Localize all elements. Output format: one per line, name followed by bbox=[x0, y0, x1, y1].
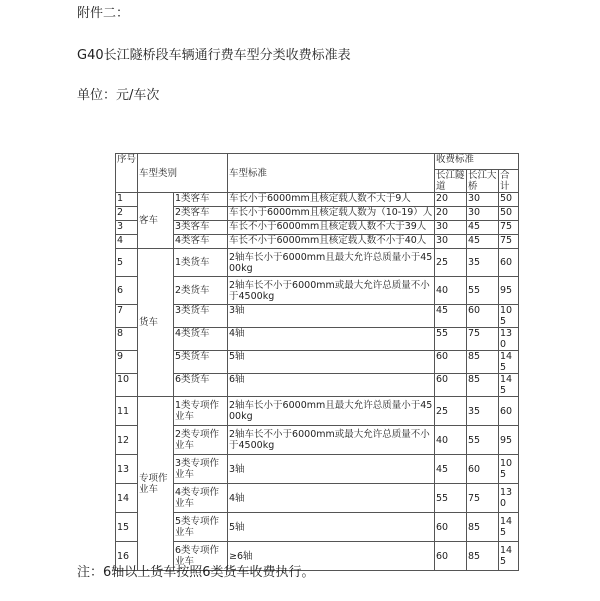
row-type: 3类专项作业车 bbox=[174, 455, 228, 484]
header-fee: 收费标准 bbox=[435, 154, 519, 170]
doc-title: G40长江隧桥段车辆通行费车型分类收费标准表 bbox=[77, 48, 351, 63]
row-total-fee: 145 bbox=[499, 374, 519, 397]
header-category: 车型类别 bbox=[138, 154, 228, 193]
table-row bbox=[116, 305, 519, 328]
table-row bbox=[116, 351, 519, 374]
table-row bbox=[116, 426, 519, 455]
row-tunnel-fee: 30 bbox=[435, 221, 467, 235]
row-bridge-fee: 30 bbox=[467, 207, 499, 221]
row-no: 16 bbox=[116, 542, 138, 571]
unit-label: 单位：元/车次 bbox=[77, 88, 160, 103]
row-standard: 5轴 bbox=[228, 513, 435, 542]
row-standard: 2轴车长小于6000mm且最大允许总质量小于4500kg bbox=[228, 249, 435, 277]
row-tunnel-fee: 45 bbox=[435, 305, 467, 328]
row-type: 4类货车 bbox=[174, 328, 228, 351]
table-row bbox=[116, 397, 519, 426]
table-row bbox=[116, 374, 519, 397]
row-total-fee: 105 bbox=[499, 455, 519, 484]
row-tunnel-fee: 55 bbox=[435, 328, 467, 351]
row-total-fee: 60 bbox=[499, 249, 519, 277]
header-no: 序号 bbox=[116, 154, 138, 193]
row-no: 15 bbox=[116, 513, 138, 542]
row-total-fee: 145 bbox=[499, 351, 519, 374]
row-type: 4类专项作业车 bbox=[174, 484, 228, 513]
row-no: 6 bbox=[116, 277, 138, 305]
row-standard: 车长小于6000mm且核定载人数不大于9人 bbox=[228, 193, 435, 207]
group-truck: 货车 bbox=[138, 249, 174, 397]
header-total: 合计 bbox=[499, 170, 519, 193]
row-total-fee: 75 bbox=[499, 235, 519, 249]
row-total-fee: 60 bbox=[499, 397, 519, 426]
row-no: 10 bbox=[116, 374, 138, 397]
row-bridge-fee: 75 bbox=[467, 328, 499, 351]
table-row bbox=[116, 249, 519, 277]
row-tunnel-fee: 25 bbox=[435, 249, 467, 277]
row-tunnel-fee: 20 bbox=[435, 193, 467, 207]
row-total-fee: 145 bbox=[499, 542, 519, 571]
row-standard: ≥6轴 bbox=[228, 542, 435, 571]
row-standard: 车长不小于6000mm且核定载人数不大于39人 bbox=[228, 221, 435, 235]
row-standard: 2轴车长不小于6000mm或最大允许总质量不小于4500kg bbox=[228, 277, 435, 305]
header-bridge: 长江大桥 bbox=[468, 170, 497, 192]
row-total-fee: 50 bbox=[499, 207, 519, 221]
row-type: 1类客车 bbox=[174, 193, 228, 207]
row-no: 8 bbox=[116, 328, 138, 351]
row-no: 2 bbox=[116, 207, 138, 221]
row-bridge-fee: 75 bbox=[467, 484, 499, 513]
row-type: 5类专项作业车 bbox=[174, 513, 228, 542]
row-tunnel-fee: 55 bbox=[435, 484, 467, 513]
row-bridge-fee: 55 bbox=[467, 277, 499, 305]
table-row bbox=[116, 484, 519, 513]
row-no: 5 bbox=[116, 249, 138, 277]
row-type: 4类客车 bbox=[174, 235, 228, 249]
row-type: 2类货车 bbox=[174, 277, 228, 305]
row-standard: 车长小于6000mm且核定载人数为（10-19）人 bbox=[228, 207, 435, 221]
row-tunnel-fee: 45 bbox=[435, 455, 467, 484]
row-standard: 3轴 bbox=[228, 455, 435, 484]
row-bridge-fee: 45 bbox=[467, 221, 499, 235]
row-total-fee: 95 bbox=[499, 426, 519, 455]
row-bridge-fee: 85 bbox=[467, 513, 499, 542]
table-row bbox=[116, 277, 519, 305]
row-tunnel-fee: 60 bbox=[435, 513, 467, 542]
row-no: 1 bbox=[116, 193, 138, 207]
row-no: 14 bbox=[116, 484, 138, 513]
row-type: 2类专项作业车 bbox=[174, 426, 228, 455]
row-no: 7 bbox=[116, 305, 138, 328]
row-bridge-fee: 60 bbox=[467, 455, 499, 484]
row-tunnel-fee: 60 bbox=[435, 374, 467, 397]
row-bridge-fee: 60 bbox=[467, 305, 499, 328]
row-bridge-fee: 85 bbox=[467, 542, 499, 571]
row-no: 4 bbox=[116, 235, 138, 249]
table-row bbox=[116, 221, 519, 235]
row-no: 11 bbox=[116, 397, 138, 426]
row-type: 1类专项作业车 bbox=[174, 397, 228, 426]
row-total-fee: 95 bbox=[499, 277, 519, 305]
header-tunnel: 长江隧道 bbox=[436, 170, 465, 192]
row-no: 13 bbox=[116, 455, 138, 484]
table-row bbox=[116, 235, 519, 249]
row-total-fee: 130 bbox=[499, 484, 519, 513]
row-tunnel-fee: 60 bbox=[435, 351, 467, 374]
row-standard: 2轴车长不小于6000mm或最大允许总质量不小于4500kg bbox=[228, 426, 435, 455]
row-bridge-fee: 85 bbox=[467, 351, 499, 374]
row-type: 3类客车 bbox=[174, 221, 228, 235]
row-tunnel-fee: 30 bbox=[435, 235, 467, 249]
row-tunnel-fee: 25 bbox=[435, 397, 467, 426]
row-bridge-fee: 45 bbox=[467, 235, 499, 249]
row-bridge-fee: 85 bbox=[467, 374, 499, 397]
toll-table bbox=[115, 153, 519, 571]
row-standard: 4轴 bbox=[228, 328, 435, 351]
row-total-fee: 145 bbox=[499, 513, 519, 542]
row-total-fee: 50 bbox=[499, 193, 519, 207]
row-bridge-fee: 35 bbox=[467, 249, 499, 277]
row-tunnel-fee: 60 bbox=[435, 542, 467, 571]
row-no: 9 bbox=[116, 351, 138, 374]
row-tunnel-fee: 40 bbox=[435, 277, 467, 305]
footnote: 注：6轴以上货车按照6类货车收费执行。 bbox=[77, 565, 315, 580]
row-no: 12 bbox=[116, 426, 138, 455]
row-type: 3类货车 bbox=[174, 305, 228, 328]
row-bridge-fee: 30 bbox=[467, 193, 499, 207]
row-no: 3 bbox=[116, 221, 138, 235]
row-tunnel-fee: 40 bbox=[435, 426, 467, 455]
group-special: 专项作业车 bbox=[138, 397, 174, 571]
table-row bbox=[116, 193, 519, 207]
group-bus: 客车 bbox=[138, 193, 174, 249]
row-type: 5类货车 bbox=[174, 351, 228, 374]
row-bridge-fee: 35 bbox=[467, 397, 499, 426]
row-total-fee: 105 bbox=[499, 305, 519, 328]
row-type: 6类专项作业车 bbox=[174, 542, 228, 571]
row-type: 6类货车 bbox=[174, 374, 228, 397]
row-standard: 4轴 bbox=[228, 484, 435, 513]
row-total-fee: 75 bbox=[499, 221, 519, 235]
row-bridge-fee: 55 bbox=[467, 426, 499, 455]
row-tunnel-fee: 20 bbox=[435, 207, 467, 221]
row-total-fee: 130 bbox=[499, 328, 519, 351]
table-row bbox=[116, 328, 519, 351]
table-row bbox=[116, 455, 519, 484]
table-row bbox=[116, 513, 519, 542]
header-standard: 车型标准 bbox=[228, 154, 435, 193]
row-standard: 2轴车长小于6000mm且最大允许总质量小于4500kg bbox=[228, 397, 435, 426]
row-type: 1类货车 bbox=[174, 249, 228, 277]
table-row bbox=[116, 207, 519, 221]
row-standard: 车长不小于6000mm且核定载人数不小于40人 bbox=[228, 235, 435, 249]
annex-label: 附件二： bbox=[77, 6, 130, 21]
row-type: 2类客车 bbox=[174, 207, 228, 221]
row-standard: 3轴 bbox=[228, 305, 435, 328]
row-standard: 5轴 bbox=[228, 351, 435, 374]
row-standard: 6轴 bbox=[228, 374, 435, 397]
